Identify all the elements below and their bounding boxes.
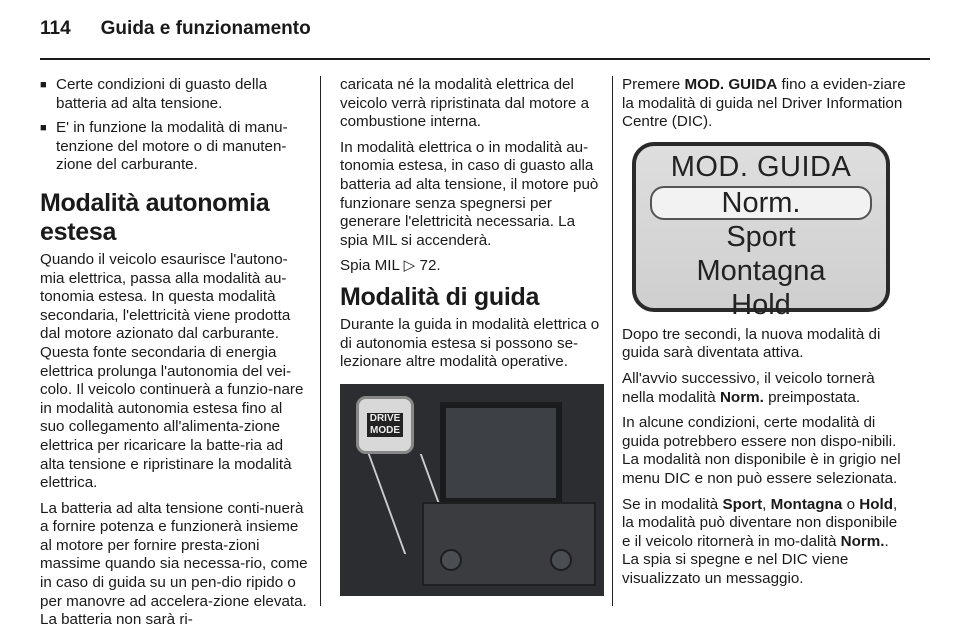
display-screen xyxy=(440,402,562,504)
header-rule xyxy=(40,58,930,60)
paragraph: Quando il veicolo esaurisce l'autono-mia elettrica, passa alla modalità au-tonomia estesa. In questa modalità secondaria, l'elettricità viene prodotta dal motore azionato dal carburante. Questa fonte secondaria di energia elettrica prolunga l'autonomia del vei-colo. Il veicolo continuerà a funzio-nare in modalità autonomia estesa fino al suo collegamento all'alimenta-zione elettrica per ricaricare la batte-ria ad alta tensione e ripristinare la modalità elettrica. xyxy=(40,250,304,492)
dic-selected-item: Norm. xyxy=(650,186,872,220)
dic-display xyxy=(632,142,890,321)
control-panel xyxy=(422,502,596,586)
list-item: ■ Certe condizioni di guasto della batteria ad alta tensione. xyxy=(40,76,308,113)
paragraph: In modalità elettrica o in modalità au-tonomia estesa, in caso di guasto alla batteria ad alta tensione, il motore può funzionare senza spegnersi per generare l'elettricità necessaria. La spia MIL si accenderà. xyxy=(340,138,599,249)
page-number: 114 xyxy=(40,18,71,39)
bullet-text: E' in funzione la modalità di manu-tenzione del motore o di manuten-zione del carburante. xyxy=(56,119,288,174)
paragraph: Spia MIL ▷ 72. xyxy=(340,257,441,275)
bullet-text: Certe condizioni di guasto della batteria ad alta tensione. xyxy=(56,76,268,112)
column-divider xyxy=(320,76,321,606)
page-header xyxy=(40,18,311,40)
knob xyxy=(550,549,572,571)
column-2 xyxy=(340,76,604,596)
paragraph: In alcune condizioni, certe modalità di guida potrebbero essere non dispo-nibili. La modalità non disponibile è in grigio nel menu DIC e non può essere selezionata. xyxy=(622,414,901,487)
section-heading: Modalità autonomia estesa xyxy=(40,188,270,246)
dic-item: Hold xyxy=(731,288,791,321)
paragraph: Dopo tre secondi, la nuova modalità di guida sarà diventata attiva. xyxy=(622,325,881,362)
column-1 xyxy=(40,76,308,637)
dic-item: Montagna xyxy=(696,254,826,287)
page-ref-icon[interactable]: ▷ xyxy=(403,257,416,275)
paragraph: Se in modalità Sport, Montagna o Hold, la modalità può diventare non disponibile e il veicolo ritornerà in mo-dalità Norm.. La spia si spegne e nel DIC viene visualizzato un messaggio. xyxy=(622,495,898,587)
paragraph: All'avvio successivo, il veicolo tornerà nella modalità Norm. preimpostata. xyxy=(622,369,875,406)
dic-item: Sport xyxy=(726,220,796,253)
column-3 xyxy=(622,76,908,596)
page-title: Guida e funzionamento xyxy=(100,18,311,39)
dashboard-illustration xyxy=(340,384,604,596)
paragraph: caricata né la modalità elettrica del veicolo verrà ripristinata dal motore a combustione interna. xyxy=(340,76,590,131)
paragraph: Premere MOD. GUIDA fino a eviden-ziare la modalità di guida nel Driver Information Centre (DIC). xyxy=(622,76,906,131)
column-divider xyxy=(612,76,613,606)
list-item: ■ E' in funzione la modalità di manu-tenzione del motore o di manuten-zione del carburante. xyxy=(40,119,308,175)
drive-mode-button: DRIVE MODE xyxy=(356,396,414,454)
section-heading: Modalità di guida xyxy=(340,282,540,311)
paragraph: La batteria ad alta tensione conti-nuerà a fornire potenza e funzionerà insieme al motore per fornire presta-zioni massime quando sia necessa-rio, come in caso di guida su un pen-dio ripido o per manovre ad accelera-zione elevata. La batteria non sarà ri- xyxy=(40,499,308,629)
knob xyxy=(440,549,462,571)
paragraph: Durante la guida in modalità elettrica o di autonomia estesa si possono se-lezionare altre modalità operative. xyxy=(340,315,600,371)
dic-title: MOD. GUIDA xyxy=(670,150,852,183)
